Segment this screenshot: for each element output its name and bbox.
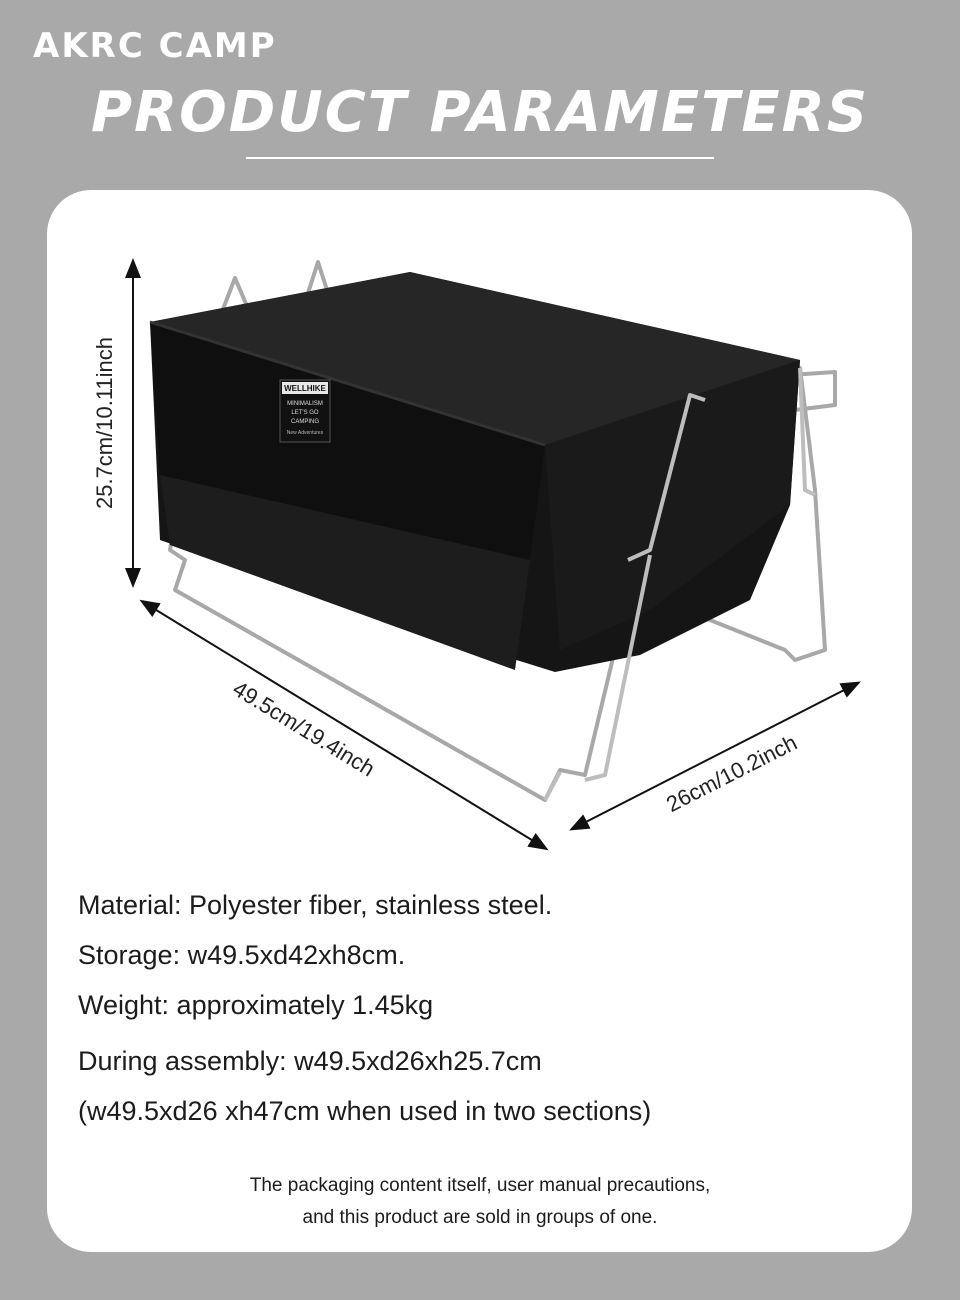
tag-line-3: CAMPING bbox=[290, 419, 320, 425]
spec-material: Material: Polyester fiber, stainless steel. bbox=[78, 890, 553, 920]
tag-line-1: MINIMALISM bbox=[287, 401, 323, 407]
page-title: PRODUCT PARAMETERS bbox=[90, 80, 870, 145]
width-dimension-label: 49.5cm/19.4inch bbox=[228, 675, 380, 782]
package-note bbox=[0, 1170, 960, 1234]
brand-logo: AKRC CAMP bbox=[33, 26, 277, 66]
tag-brand: WELLHIKE bbox=[284, 384, 326, 393]
spec-weight: Weight: approximately 1.45kg bbox=[78, 990, 434, 1020]
depth-dimension-label: 26cm/10.2inch bbox=[662, 729, 802, 817]
spec-assembly: During assembly: w49.5xd26xh25.7cm bbox=[78, 1046, 542, 1076]
spec-two-sections: (w49.5xd26 xh47cm when used in two sections) bbox=[78, 1096, 652, 1126]
tag-line-2: LET'S GO bbox=[291, 410, 319, 416]
tag-line-4: New Adventures bbox=[286, 430, 324, 436]
spec-storage: Storage: w49.5xd42xh8cm. bbox=[78, 940, 406, 970]
package-note-line-1: The packaging content itself, user manual precautions, bbox=[249, 1175, 711, 1196]
brand-tag bbox=[280, 380, 330, 442]
mesh-basket bbox=[150, 272, 800, 672]
height-dimension-label: 25.7cm/10.11inch bbox=[92, 336, 117, 510]
package-note-line-2: and this product are sold in groups of one. bbox=[302, 1207, 658, 1228]
